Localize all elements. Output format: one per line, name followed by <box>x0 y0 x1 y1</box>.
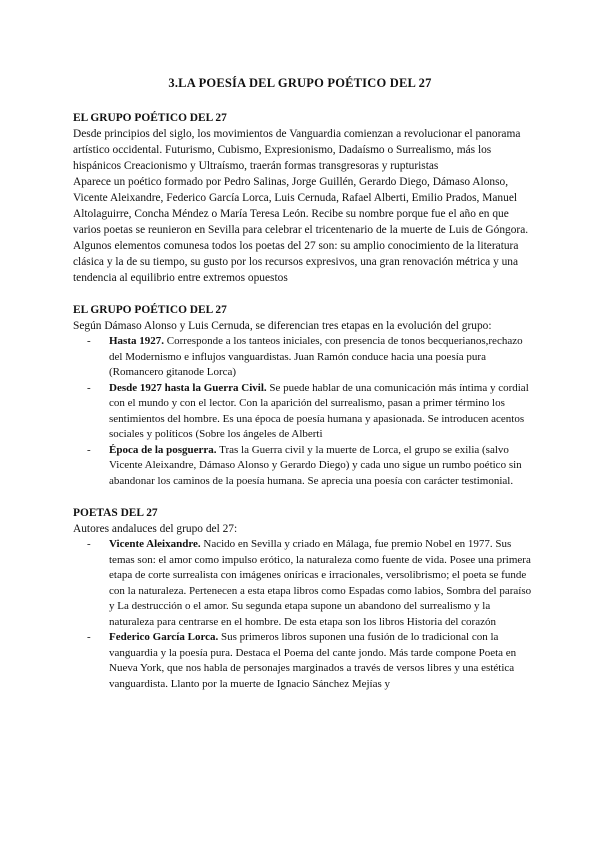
paragraph: Autores andaluces del grupo del 27: <box>73 523 238 535</box>
list-item <box>73 334 533 381</box>
section-heading: EL GRUPO POÉTICO DEL 27 <box>73 304 227 316</box>
item-bold-lead: Desde 1927 hasta la Guerra Civil. <box>109 381 267 394</box>
item-bold-lead: Hasta 1927. <box>109 335 164 347</box>
dash-bullet: - <box>87 631 91 643</box>
dash-bullet: - <box>87 538 91 550</box>
poets-list <box>73 537 533 692</box>
dash-bullet: - <box>87 381 91 394</box>
item-text: Tras la Guerra civil y la muerte de Lorca, el grupo se exilia (salvo Vicente Aleixandre, Dámaso Alonso y Gerardo Diego) y cada uno sigue un rumbo poético sin abandonar los caminos de la poesía humana. Se aprecia una poesía con carácter testimonial. <box>109 443 522 487</box>
item-text: Corresponde a los tanteos iniciales, con presencia de tonos becquerianos,rechazo del Modernismo e influjos vanguardistas. Juan Ramón conduce hacia una poesía pura (Romancero gitanode Lorca) <box>109 335 523 378</box>
item-bold-lead: Federico García Lorca. <box>109 631 219 643</box>
item-text: Sus primeros libros suponen una fusión de lo tradicional con la vanguardia y la poesía pura. Destaca el Poema del cante jondo. Más tarde compone Poeta en Nueva York, que nos habla de personajes marginados a través de versos libres y una estética vanguardista. Llanto por la muerte de Ignacio Sánchez Mejías y <box>109 631 517 690</box>
document-body <box>73 110 533 692</box>
paragraph: Aparece un poético formado por Pedro Salinas, Jorge Guillén, Gerardo Diego, Dámaso Alonso, Vicente Aleixandre, Federico García Lorca, Luis Cernuda, Rafael Alberti, Emilio Prados, Manuel Altolaguirre, Concha Méndez o María Teresa León. Recibe su nombre porque fue el año en que varios poetas se reunieron en Sevilla para celebrar el tricentenario de la muerte de Luis de Góngora. <box>73 176 529 236</box>
paragraph: Según Dámaso Alonso y Luis Cernuda, se diferencian tres etapas en la evolución del grupo: <box>73 320 492 332</box>
list-item <box>73 443 533 490</box>
list-item <box>73 630 533 692</box>
dash-bullet: - <box>87 335 91 347</box>
list-item <box>73 537 533 630</box>
list-item <box>73 381 533 443</box>
stages-list <box>73 334 533 489</box>
paragraph: Algunos elementos comunesa todos los poetas del 27 son: su amplio conocimiento de la literatura clásica y la de su tiempo, su gusto por los recursos expresivos, una gran renovación métrica y una tendencia al equilibrio entre extremos opuestos <box>73 240 519 284</box>
section-heading: POETAS DEL 27 <box>73 507 158 519</box>
section-heading: EL GRUPO POÉTICO DEL 27 <box>73 112 227 124</box>
dash-bullet: - <box>87 443 91 456</box>
document-title: 3.LA POESÍA DEL GRUPO POÉTICO DEL 27 <box>168 76 432 90</box>
item-bold-lead: Época de la posguerra. <box>109 443 217 456</box>
item-text: Se puede hablar de una comunicación más íntima y cordial con el mundo y con el lector. Con la aparición del surrealismo, pasan a primer término los sentimientos del hombre. Es una época de poesía humana y apasionada. Se introducen acentos sociales y políticos (Sobre los ángeles de Alberti <box>109 381 529 440</box>
paragraph: Desde principios del siglo, los movimientos de Vanguardia comienzan a revolucionar el panorama artístico occidental. Futurismo, Cubismo, Expresionismo, Dadaísmo o Surrealismo, más los hispánicos Creacionismo y Ultraísmo, traerán formas transgresoras y rupturistas <box>73 128 521 172</box>
item-text: Nacido en Sevilla y criado en Málaga, fue premio Nobel en 1977. Sus temas son: el amor como impulso erótico, la naturaleza como fuente de vida. Posee una primera etapa de corte surrealista con imágenes oníricas e irracionales, versolibrismo; el poeta se funde con la naturaleza. Pertenecen a esta etapa libros como Espadas como labios, Sombra del paraíso y La destrucción o el amor. Su segunda etapa supone un abandono del surrealismo y la naturaleza para centrarse en el hombre. De esta etapa son los libros Historia del corazón <box>109 538 532 628</box>
item-bold-lead: Vicente Aleixandre. <box>109 538 201 550</box>
